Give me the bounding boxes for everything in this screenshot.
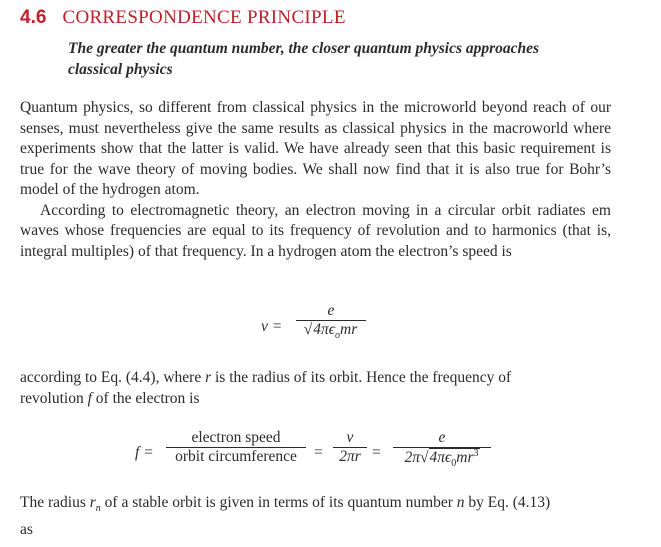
section-heading [20,6,346,29]
section-subtitle [68,38,628,80]
equation-2-fraction-1: electron speed orbit circumference [166,429,306,466]
paragraph-3: according to Eq. (4.4), where r is the radius of its orbit. Hence the frequency of revolution f of the electron is [20,369,512,407]
subtitle-line-1: The greater the quantum number, the closer quantum physics approaches [68,40,540,57]
equation-2-fraction-3: e $2\pi√4\pi\epsilon_0mr^3$ [393,429,491,469]
paragraph-4: The radius $r_n$ of a stable orbit is given in terms of its quantum number n by Eq. (4.13) as [20,494,551,538]
equation-1-denominator: $√4\pi\epsilon_omr$ [303,321,358,342]
body-text [20,98,611,262]
equation-2-equals-2: = [372,444,381,461]
section-number: 4.6 [20,7,47,28]
paragraph-1: Quantum physics, so different from classical physics in the microworld beyond reach of our senses, must nevertheless give the same results as classical physics in the macroworld where experiments show that the latter is valid. We have already seen that this basic requirement is true for the wave theory of moving bodies. We shall now find that it is also true for Bohr’s model of the hydrogen atom. [20,99,611,198]
equation-1-lhs: v = [261,318,283,335]
equation-1-numerator: e [327,302,335,319]
equation-2-fraction-2: v 2πr [333,429,367,466]
section-title: CORRESPONDENCE PRINCIPLE [62,7,346,28]
equation-2-lhs: f = [135,444,154,461]
paragraph-2: According to electromagnetic theory, an electron moving in a circular orbit radiates em waves whose frequencies are equal to its frequency of revolution and to harmonics (that is, integral multiples) of that frequency. In a hydrogen atom the electron’s speed is [20,201,611,260]
equation-2-equals-1: = [314,444,323,461]
subtitle-line-2: classical physics [68,61,173,78]
equation-1-fraction [296,302,366,341]
